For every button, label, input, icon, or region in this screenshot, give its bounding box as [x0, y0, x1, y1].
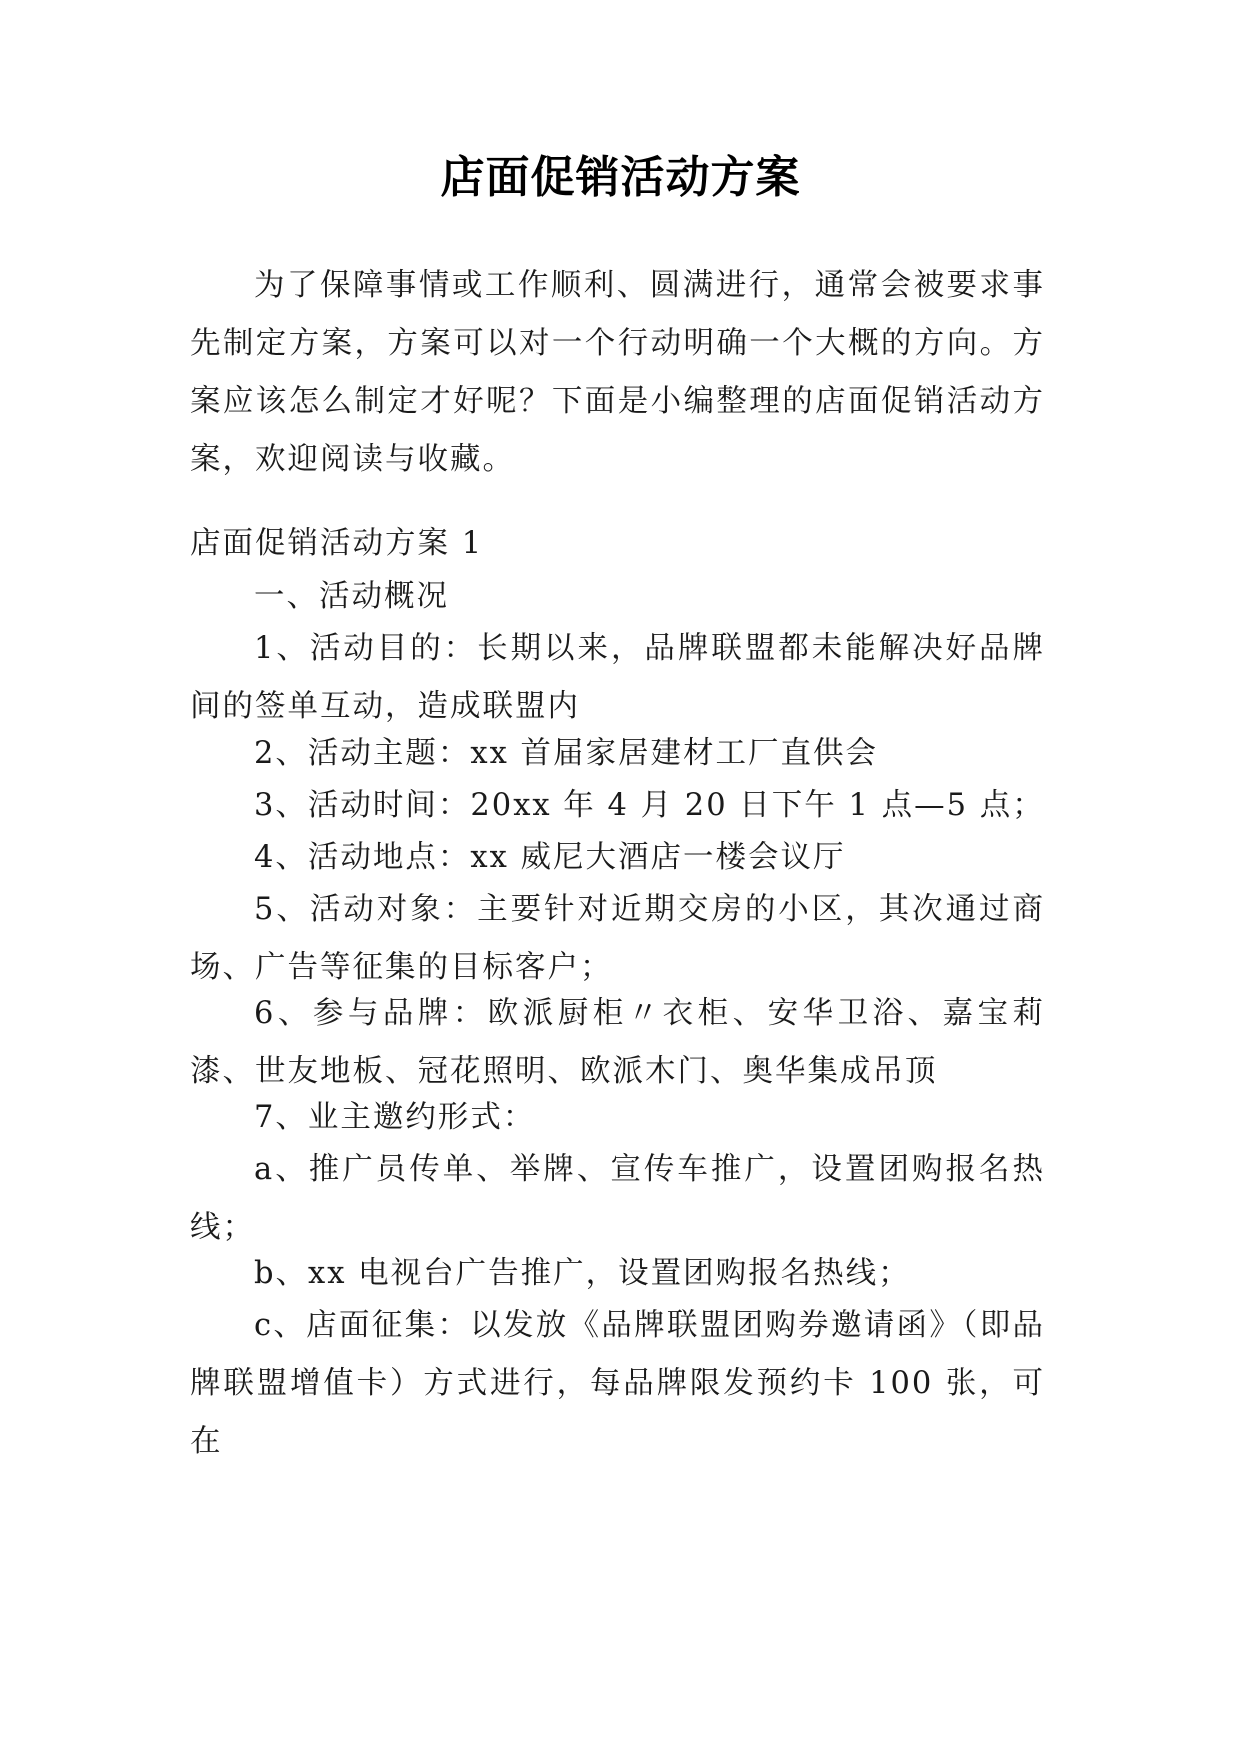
item-time: 3、活动时间：20xx 年 4 月 20 日下午 1 点—5 点； — [254, 788, 1045, 823]
intro-paragraph: 为了保障事情或工作顺利、圆满进行，通常会被要求事先制定方案，方案可以对一个行动明确一个大概的方向。方案应该怎么制定才好呢？下面是小编整理的店面促销活动方案，欢迎阅读与收藏。 — [190, 268, 1045, 477]
item-purpose: 1、活动目的：长期以来，品牌联盟都未能解决好品牌间的签单互动，造成联盟内 — [190, 631, 1045, 724]
document-title: 店面促销活动方案 — [440, 152, 801, 203]
item-audience: 5、活动对象：主要针对近期交房的小区，其次通过商场、广告等征集的目标客户； — [190, 892, 1045, 985]
invitation-option-b: b、xx 电视台广告推广，设置团购报名热线； — [254, 1256, 911, 1291]
item-brands: 6、参与品牌：欧派厨柜〃衣柜、安华卫浴、嘉宝莉漆、世友地板、冠花照明、欧派木门、奥华集成吊顶 — [190, 996, 1045, 1089]
section-title: 店面促销活动方案 1 — [190, 526, 484, 561]
invitation-option-a: a、推广员传单、举牌、宣传车推广，设置团购报名热线； — [190, 1152, 1045, 1245]
invitation-option-c: c、店面征集：以发放《品牌联盟团购券邀请函》（即品牌联盟增值卡）方式进行，每品牌限发预约卡 100 张，可在 — [190, 1308, 1045, 1459]
item-location: 4、活动地点：xx 威尼大酒店一楼会议厅 — [254, 840, 846, 875]
item-theme: 2、活动主题：xx 首届家居建材工厂直供会 — [254, 736, 879, 771]
outline-heading: 一、活动概况 — [254, 579, 449, 614]
item-invitation: 7、业主邀约形式： — [254, 1100, 536, 1135]
